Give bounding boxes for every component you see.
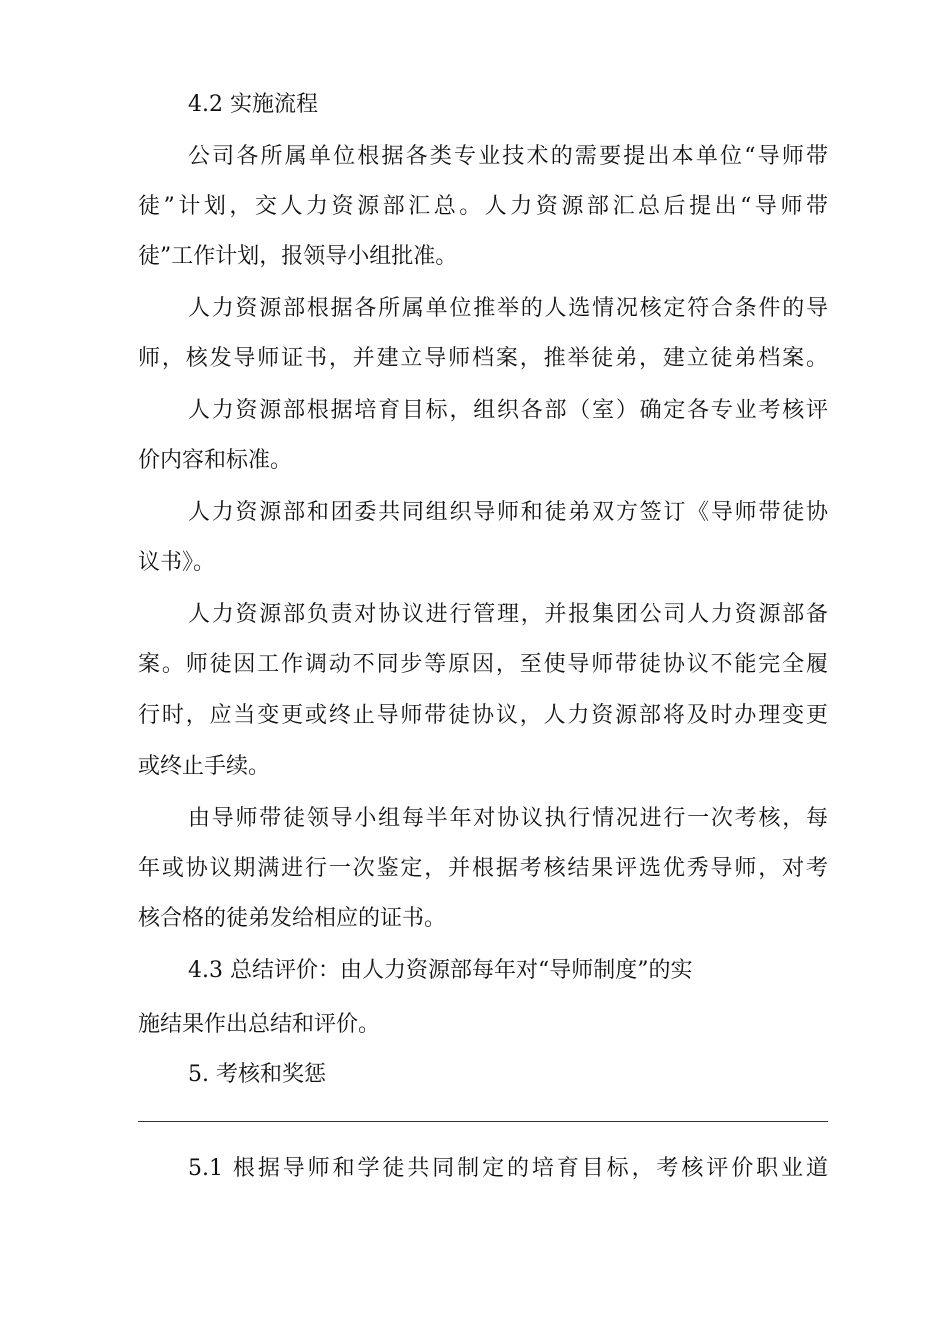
paragraph-line: 年或协议期满进行一次鉴定，并根据考核结果评选优秀导师，对考 (138, 856, 828, 881)
section-heading-4-3: 4.3 总结评价：由人力资源部每年对“导师制度”的实 (188, 958, 693, 983)
paragraph-line: 人力资源部和团委共同组织导师和徒弟双方签订《导师带徒协 (188, 500, 828, 525)
paragraph-line: 行时，应当变更或终止导师带徒协议，人力资源部将及时办理变更 (138, 703, 828, 728)
page-divider (138, 1121, 828, 1122)
paragraph-line: 施结果作出总结和评价。 (138, 1012, 381, 1037)
paragraph-line: 核合格的徒弟发给相应的证书。 (138, 906, 447, 931)
paragraph-line: 师，核发导师证书，并建立导师档案，推举徒弟，建立徒弟档案。 (138, 346, 828, 371)
paragraph-line: 公司各所属单位根据各类专业技术的需要提出本单位“导师带 (188, 144, 828, 169)
paragraph-line: 价内容和标准。 (138, 448, 293, 473)
paragraph-line: 案。师徒因工作调动不同步等原因，至使导师带徒协议不能完全履 (138, 652, 828, 677)
paragraph-line: 议书》。 (138, 550, 216, 575)
paragraph-line: 徒”工作计划，报领导小组批准。 (138, 244, 458, 269)
paragraph-line: 由导师带徒领导小组每半年对协议执行情况进行一次考核，每 (188, 806, 828, 831)
section-heading-4-2: 4.2 实施流程 (188, 92, 318, 117)
section-5-1-line: 5.1 根据导师和学徒共同制定的培育目标，考核评价职业道 (188, 1156, 828, 1181)
section-heading-5: 5. 考核和奖惩 (188, 1062, 326, 1087)
paragraph-line: 人力资源部根据各所属单位推举的人选情况核定符合条件的导 (188, 296, 828, 321)
paragraph-line: 徒”计划，交人力资源部汇总。人力资源部汇总后提出“导师带 (138, 194, 828, 219)
paragraph-line: 人力资源部负责对协议进行管理，并报集团公司人力资源部备 (188, 602, 828, 627)
paragraph-line: 人力资源部根据培育目标，组织各部（室）确定各专业考核评 (188, 398, 828, 423)
paragraph-line: 或终止手续。 (138, 754, 271, 779)
